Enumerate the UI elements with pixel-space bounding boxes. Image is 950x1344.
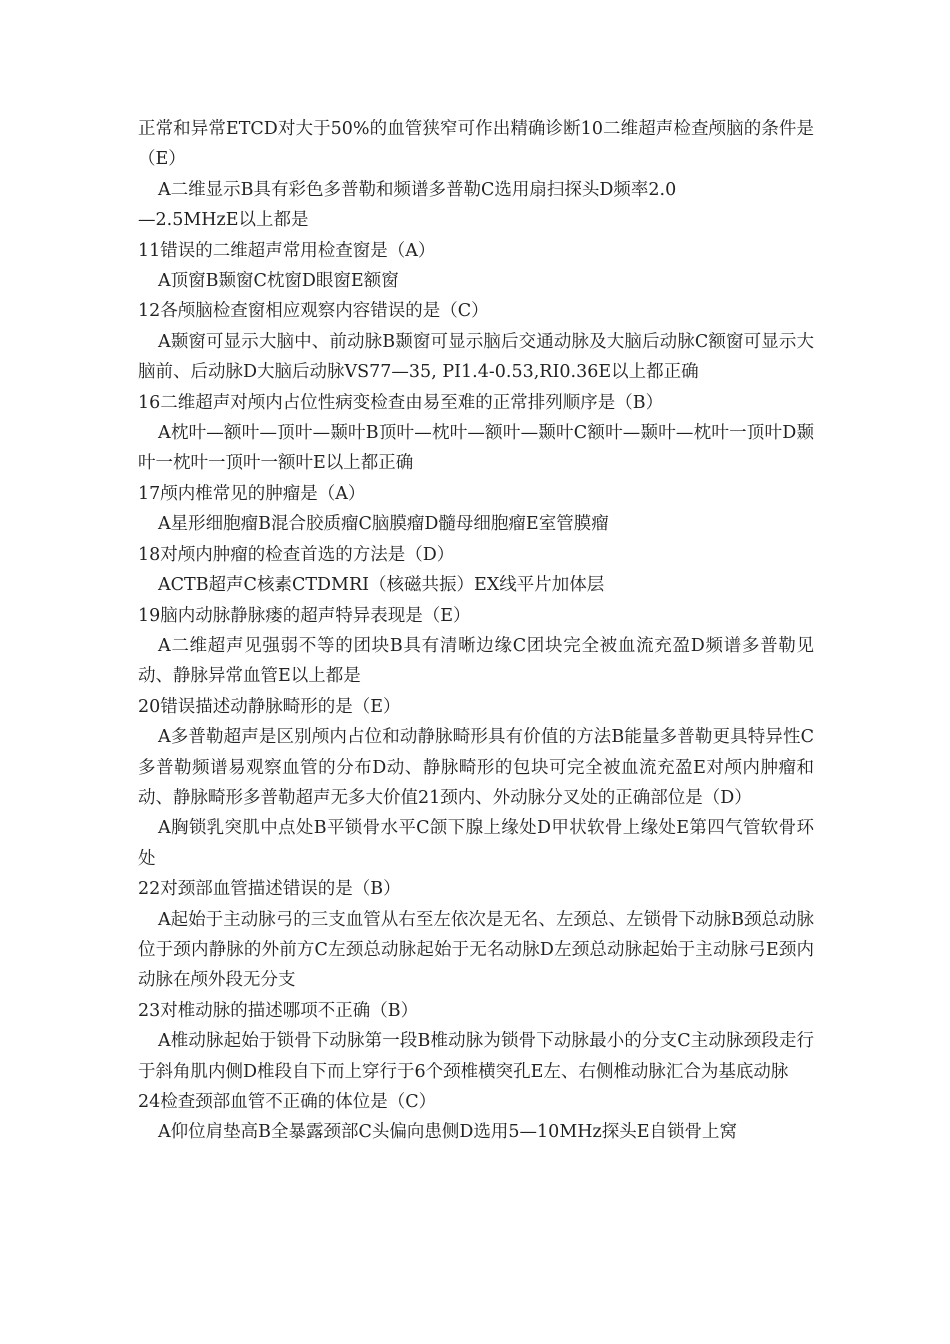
answer-options-paragraph: A多普勒超声是区别颅内占位和动静脉畸形具有价值的方法B能量多普勒更具特异性C多普勒频谱易观察血管的分布D动、静脉畸形的包块可完全被血流充盈E对颅内肿瘤和动、静脉畸形多普勒超声无多大价值21颈内、外动脉分叉处的正确部位是（D） [138,727,814,808]
question-paragraph: 12各颅脑检查窗相应观察内容错误的是（C） [138,301,489,322]
answer-options-paragraph: A星形细胞瘤B混合胶质瘤C脑膜瘤D髓母细胞瘤E室管膜瘤 [158,514,609,535]
question-paragraph: 18对颅内肿瘤的检查首选的方法是（D） [138,544,455,565]
question-paragraph: 20错误描述动静脉畸形的是（E） [138,696,401,717]
answer-options-paragraph: A二维超声见强弱不等的团块B具有清晰边缘C团块完全被血流充盈D频谱多普勒见动、静脉异常血管E以上都是 [138,635,814,687]
answer-options-paragraph: A胸锁乳突肌中点处B平锁骨水平C颌下腺上缘处D甲状软骨上缘处E第四气管软骨环处 [138,818,814,869]
question-paragraph: 正常和异常ETCD对大于50%的血管狭窄可作出精确诊断10二维超声检查颅脑的条件是（E） [138,119,814,170]
answer-options-paragraph: A二维显示B具有彩色多普勒和频谱多普勒C选用扇扫探头D频率2.0 [158,179,677,200]
answer-options-paragraph: A颞窗可显示大脑中、前动脉B颞窗可显示脑后交通动脉及大脑后动脉C额窗可显示大脑前、后动脉D大脑后动脉VS77—35, PI1.4-0.53,RI0.36E以上都正确 [138,331,814,383]
question-paragraph: 22对颈部血管描述错误的是（B） [138,879,401,900]
question-paragraph: 17颅内椎常见的肿瘤是（A） [138,483,366,504]
answer-options-paragraph: A椎动脉起始于锁骨下动脉第一段B椎动脉为锁骨下动脉最小的分支C主动脉颈段走行于斜角肌内侧D椎段自下而上穿行于6个颈椎横突孔E左、右侧椎动脉汇合为基底动脉 [138,1031,814,1082]
question-paragraph: 19脑内动脉静脉瘘的超声特异表现是（E） [138,605,471,626]
answer-options-paragraph: A仰位肩垫高B全暴露颈部C头偏向患侧D选用5—10MHz探头E自锁骨上窝 [158,1122,737,1143]
question-paragraph: —2.5MHzE以上都是 [138,210,309,231]
answer-options-paragraph: ACTB超声C核素CTDMRI（核磁共振）EX线平片加体层 [158,575,605,596]
document-body [138,114,814,1148]
question-paragraph: 23对椎动脉的描述哪项不正确（B） [138,1000,419,1021]
answer-options-paragraph: A顶窗B颞窗C枕窗D眼窗E额窗 [158,271,399,292]
answer-options-paragraph: A起始于主动脉弓的三支血管从右至左依次是无名、左颈总、左锁骨下动脉B颈总动脉位于颈内静脉的外前方C左颈总动脉起始于无名动脉D左颈总动脉起始于主动脉弓E颈内动脉在颅外段无分支 [138,909,814,991]
question-paragraph: 11错误的二维超声常用检查窗是（A） [138,240,436,261]
answer-options-paragraph: A枕叶—额叶—顶叶—颞叶B顶叶—枕叶—额叶—颞叶C额叶—颞叶—枕叶一顶叶D颞叶一枕叶一顶叶一额叶E以上都正确 [138,423,814,474]
question-paragraph: 24检查颈部血管不正确的体位是（C） [138,1092,437,1112]
question-paragraph: 16二维超声对颅内占位性病变检查由易至难的正常排列顺序是（B） [138,392,664,413]
